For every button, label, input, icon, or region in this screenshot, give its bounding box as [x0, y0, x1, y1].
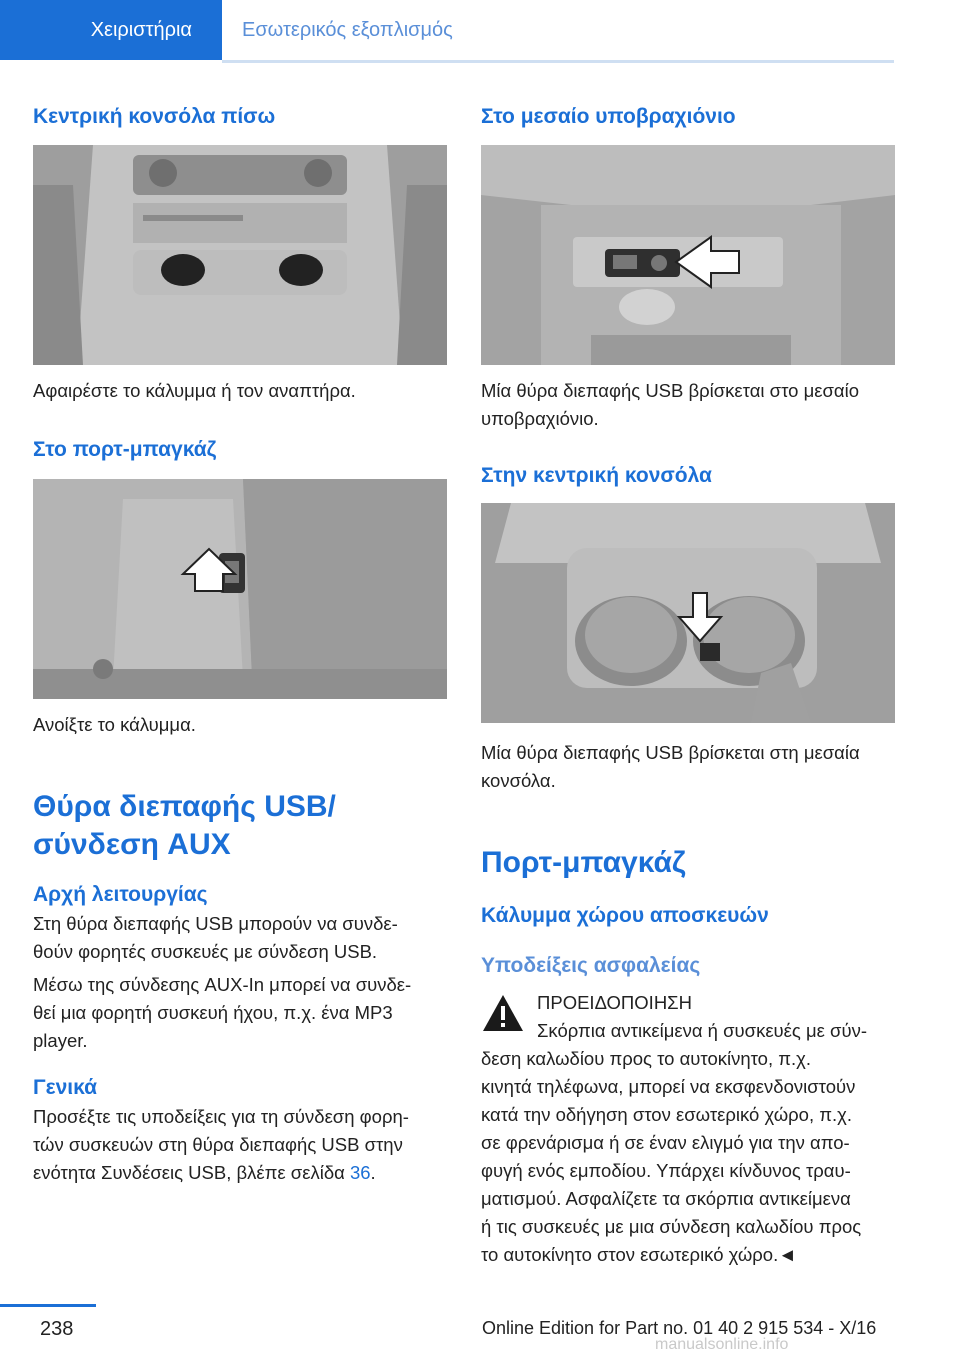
warning-line5: σε φρενάρισμα ή σε έναν ελιγμό για την απο-	[481, 1132, 850, 1153]
header-rule	[222, 60, 894, 63]
warning-line4: κατά την οδήγηση στον εσωτερικό χώρο, π.χ.	[481, 1104, 852, 1125]
warning-body	[481, 1045, 895, 1269]
text-general-line1: Προσέξτε τις υποδείξεις για τη σύνδεση φορη-	[33, 1106, 409, 1127]
heading-armrest: Στο μεσαίο υποβραχιόνιο	[481, 105, 736, 128]
warning-line7: ματισμού. Ασφαλίζετε τα σκόρπια αντικείμενα	[481, 1188, 851, 1209]
text-center-console	[481, 739, 895, 795]
heading-principle: Αρχή λειτουργίας	[33, 883, 208, 906]
heading-usb-aux-line1: Θύρα διεπαφής USB/	[33, 790, 336, 823]
page-header	[0, 0, 960, 68]
warning-line9: το αυτοκίνητο στον εσωτερικό χώρο.◄	[481, 1244, 797, 1265]
photo-rear-console	[33, 145, 447, 365]
text-armrest-line2: υποβραχιόνιο.	[481, 408, 599, 429]
heading-general: Γενικά	[33, 1076, 98, 1099]
page-link-36[interactable]: 36	[349, 1162, 371, 1183]
text-general-end: .	[370, 1162, 376, 1183]
heading-luggage-cover: Κάλυμμα χώρου αποσκευών	[481, 904, 769, 927]
text-general-line3-text: ενότητα Συνδέσεις USB, βλέπε σελίδα	[33, 1162, 350, 1183]
online-edition: Online Edition for Part no. 01 40 2 915 534 - X/16	[482, 1318, 877, 1338]
watermark: manualsonline.info	[655, 1336, 789, 1353]
text-aux-line2: θεί μια φορητή συσκευή ήχου, π.χ. ένα MP3	[33, 1002, 393, 1023]
warning-line1: Σκόρπια αντικείμενα ή συσκευές με σύν-	[537, 1020, 867, 1041]
page-number: 238	[40, 1318, 74, 1340]
warning-line2: δεση καλωδίου προς το αυτοκίνητο, π.χ.	[481, 1048, 812, 1069]
chapter-tab[interactable]: Χειριστήρια	[0, 0, 222, 60]
text-center-console-line2: κονσόλα.	[481, 770, 556, 791]
text-aux-line1: Μέσω της σύνδεσης AUX-In μπορεί να συνδε-	[33, 974, 412, 995]
warning-line8: ή τις συσκευές με μια σύνδεση καλωδίου προς	[481, 1216, 862, 1237]
text-armrest-line1: Μία θύρα διεπαφής USB βρίσκεται στο μεσαίο	[481, 380, 859, 401]
text-general	[33, 1103, 447, 1187]
text-armrest	[481, 377, 895, 433]
text-center-console-line1: Μία θύρα διεπαφής USB βρίσκεται στη μεσαία	[481, 742, 860, 763]
photo-glovebox	[33, 479, 447, 699]
text-glovebox: Ανοίξτε το κάλυμμα.	[33, 714, 196, 735]
warning-title: ΠΡΟΕΙΔΟΠΟΙΗΣΗ	[537, 992, 692, 1013]
heading-usb-aux-line2: σύνδεση AUX	[33, 828, 231, 861]
footer-rule	[0, 1304, 96, 1307]
heading-glovebox: Στο πορτ-μπαγκάζ	[33, 438, 217, 461]
heading-usb-aux	[33, 788, 447, 864]
section-tab[interactable]: Εσωτερικός εξοπλισμός	[242, 18, 453, 41]
heading-center-console: Στην κεντρική κονσόλα	[481, 464, 712, 487]
photo-armrest	[481, 145, 895, 365]
text-general-line2: τών συσκευών στη θύρα διεπαφής USB στην	[33, 1134, 403, 1155]
text-rear-console: Αφαιρέστε το κάλυμμα ή τον αναπτήρα.	[33, 380, 356, 401]
text-general-line3	[33, 1159, 447, 1187]
warning-line6: φυγή ενός εμποδίου. Υπάρχει κίνδυνος τραυ-	[481, 1160, 851, 1181]
text-aux	[33, 971, 447, 1055]
text-aux-line3: player.	[33, 1030, 88, 1051]
warning-line3: κινητά τηλέφωνα, μπορεί να εκσφενδονιστούν	[481, 1076, 856, 1097]
warning-triangle-icon	[481, 993, 525, 1033]
text-principle-line2: θούν φορητές συσκευές με σύνδεση USB.	[33, 941, 378, 962]
photo-center-console	[481, 503, 895, 723]
heading-trunk: Πορτ-μπαγκάζ	[481, 846, 686, 879]
text-principle-line1: Στη θύρα διεπαφής USB μπορούν να συνδε-	[33, 913, 398, 934]
text-principle	[33, 910, 447, 966]
heading-safety-notes: Υποδείξεις ασφαλείας	[481, 954, 701, 977]
heading-rear-console: Κεντρική κονσόλα πίσω	[33, 105, 276, 128]
